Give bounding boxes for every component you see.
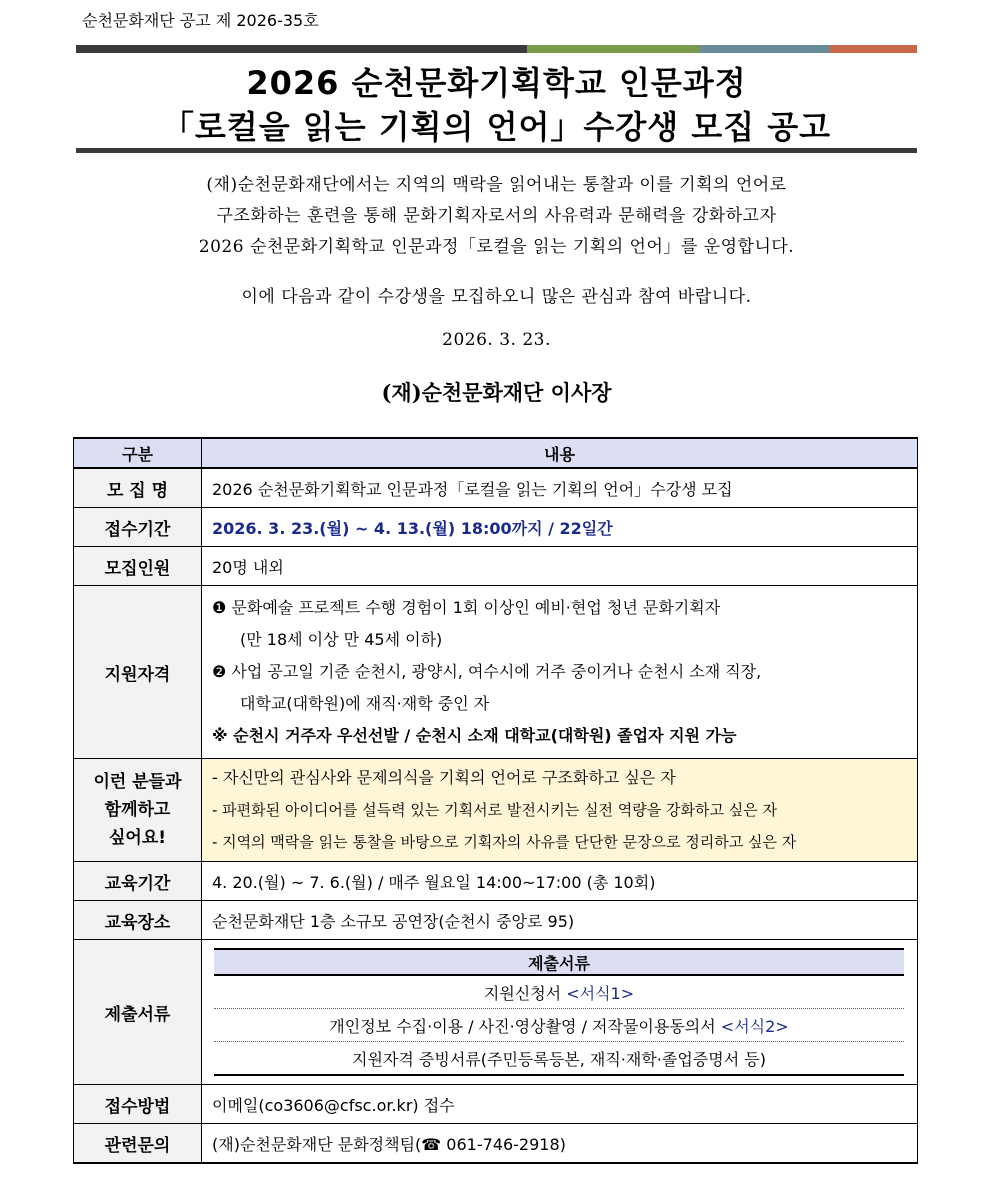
value-wish xyxy=(202,759,918,862)
qualification-item-2: ❷ 사업 공고일 기준 순천시, 광양시, 여수시에 거주 중이거나 순천시 소재 직장, xyxy=(212,662,762,681)
row-period xyxy=(74,508,918,547)
value-period: 2026. 3. 23.(월) ~ 4. 13.(월) 18:00까지 / 22일간 xyxy=(202,508,918,547)
title-line-1: 2026 순천문화기획학교 인문과정 xyxy=(246,64,747,102)
value-documents xyxy=(202,940,918,1085)
header-bar-dark xyxy=(76,45,527,53)
value-headcount: 20명 내외 xyxy=(202,547,918,586)
qualification-note: ※ 순천시 거주자 우선선발 / 순천시 소재 대학교(대학원) 졸업자 지원 가능 xyxy=(212,726,737,745)
document-number: 순천문화재단 공고 제 2026-35호 xyxy=(82,11,319,30)
label-method: 접수방법 xyxy=(74,1085,202,1124)
document-item-3: 지원자격 증빙서류(주민등록등본, 재직·재학·졸업증명서 등) xyxy=(214,1042,904,1076)
row-wish xyxy=(74,759,918,862)
row-edu-place xyxy=(74,901,918,940)
wish-label-line-3: 싶어요! xyxy=(108,828,167,848)
document-item-1: 지원신청서 <서식1> xyxy=(214,975,904,1009)
value-edu-place: 순천문화재단 1층 소규모 공연장(순천시 중앙로 95) xyxy=(202,901,918,940)
wish-label-line-1: 이런 분들과 xyxy=(93,772,182,792)
title-line-2: 「로컬을 읽는 기획의 언어」수강생 모집 공고 xyxy=(161,108,832,146)
row-recruit-name xyxy=(74,468,918,508)
documents-subtable xyxy=(214,948,904,1076)
header-content: 내용 xyxy=(202,438,918,468)
label-period: 접수기간 xyxy=(74,508,202,547)
intro-line-1: (재)순천문화재단에서는 지역의 맥락을 읽어내는 통찰과 이를 기획의 언어로 xyxy=(206,175,787,195)
row-headcount xyxy=(74,547,918,586)
intro-line-3: 2026 순천문화기획학교 인문과정「로컬을 읽는 기획의 언어」를 운영합니다. xyxy=(198,237,795,257)
announcement-date: 2026. 3. 23. xyxy=(442,330,551,350)
table-header-row xyxy=(74,438,918,468)
label-wish xyxy=(74,759,202,862)
header-bar-orange xyxy=(829,45,917,53)
header-category: 구분 xyxy=(74,438,202,468)
value-inquiry: (재)순천문화재단 문화정책팀(☎ 061-746-2918) xyxy=(202,1124,918,1164)
label-recruit-name: 모 집 명 xyxy=(74,468,202,508)
value-qualification xyxy=(202,586,918,759)
value-recruit-name: 2026 순천문화기획학교 인문과정「로컬을 읽는 기획의 언어」수강생 모집 xyxy=(202,468,918,508)
label-documents: 제출서류 xyxy=(74,940,202,1085)
value-method[interactable]: 이메일(co3606@cfsc.or.kr) 접수 xyxy=(202,1085,918,1124)
label-inquiry: 관련문의 xyxy=(74,1124,202,1164)
document-form-1[interactable]: <서식1> xyxy=(566,983,635,1003)
document-item-2: 개인정보 수집·이용 / 사진·영상촬영 / 저작물이용동의서 <서식2> xyxy=(214,1009,904,1042)
row-edu-period xyxy=(74,862,918,901)
qualification-item-1: ❶ 문화예술 프로젝트 수행 경험이 1회 이상인 예비·현업 청년 문화기획자 xyxy=(212,598,721,617)
label-edu-period: 교육기간 xyxy=(74,862,202,901)
header-bar-green xyxy=(527,45,699,53)
intro-line-2: 구조화하는 훈련을 통해 문화기획자로서의 사유력과 문해력을 강화하고자 xyxy=(216,206,777,226)
label-headcount: 모집인원 xyxy=(74,547,202,586)
value-edu-period: 4. 20.(월) ~ 7. 6.(월) / 매주 월요일 14:00~17:00 (총 10회) xyxy=(202,862,918,901)
row-documents xyxy=(74,940,918,1085)
row-qualification xyxy=(74,586,918,759)
intro-line-4: 이에 다음과 같이 수강생을 모집하오니 많은 관심과 참여 바랍니다. xyxy=(241,287,752,307)
row-inquiry xyxy=(74,1124,918,1164)
label-edu-place: 교육장소 xyxy=(74,901,202,940)
wish-item-1: - 자신만의 관심사와 문제의식을 기획의 언어로 구조화하고 싶은 자 xyxy=(212,768,676,787)
wish-item-3: - 지역의 맥락을 읽는 통찰을 바탕으로 기획자의 사유를 단단한 문장으로 정리하고 싶은 자 xyxy=(212,833,797,851)
wish-item-2: - 파편화된 아이디어를 설득력 있는 기획서로 발전시키는 실전 역량을 강화하고 싶은 자 xyxy=(212,801,778,819)
header-bar-teal xyxy=(699,45,829,53)
label-qualification: 지원자격 xyxy=(74,586,202,759)
document-form-2[interactable]: <서식2> xyxy=(720,1016,789,1036)
row-method xyxy=(74,1085,918,1124)
qualification-item-2-sub: 대학교(대학원)에 재직·재학 중인 자 xyxy=(240,694,490,713)
wish-label-line-2: 함께하고 xyxy=(104,800,171,820)
qualification-item-1-sub: (만 18세 이상 만 45세 이하) xyxy=(240,630,443,649)
recruitment-table xyxy=(73,437,918,1164)
issuer: (재)순천문화재단 이사장 xyxy=(381,380,612,405)
documents-subtable-header: 제출서류 xyxy=(214,949,904,975)
title-underline xyxy=(76,148,917,153)
